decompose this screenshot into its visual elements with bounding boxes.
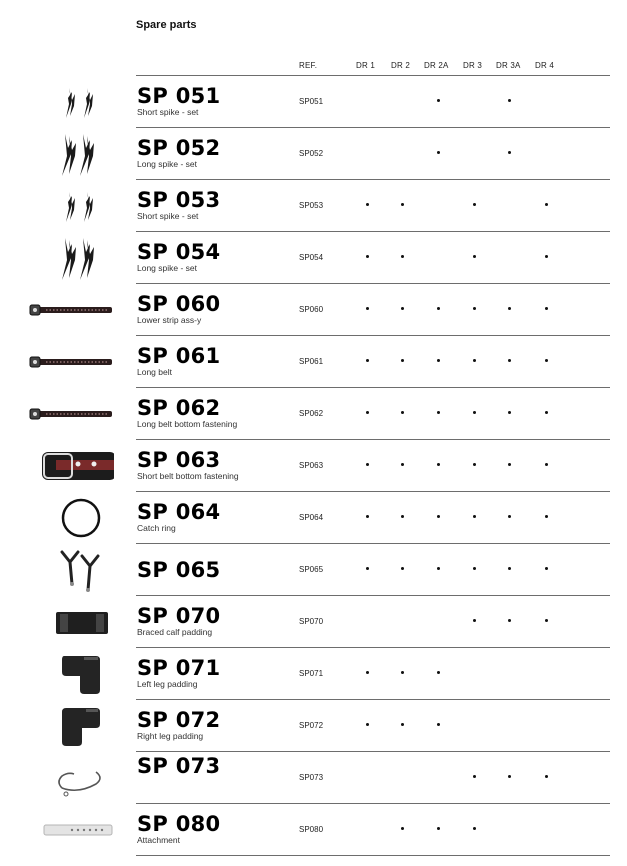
part-ref: SP063 — [299, 461, 324, 470]
part-code: SP 053 — [137, 188, 221, 212]
part-description: Short spike - set — [137, 211, 199, 221]
short-spike-set-image — [22, 182, 114, 230]
part-row — [0, 76, 627, 128]
model-header-dr3a: DR 3A — [496, 61, 521, 70]
part-row — [0, 440, 627, 492]
compat-dot-dr2 — [401, 827, 404, 830]
part-code: SP 071 — [137, 656, 221, 680]
part-description: Catch ring — [137, 523, 176, 533]
compat-dot-dr4 — [545, 255, 548, 258]
part-description: Right leg padding — [137, 731, 204, 741]
compat-dot-dr3 — [473, 203, 476, 206]
part-description: Long spike - set — [137, 159, 198, 169]
compat-dot-dr2a — [437, 567, 440, 570]
part-code: SP 052 — [137, 136, 221, 160]
part-description: Short spike - set — [137, 107, 199, 117]
part-row — [0, 752, 627, 804]
compat-dot-dr3 — [473, 567, 476, 570]
part-code: SP 070 — [137, 604, 221, 628]
attachment-plate-image — [22, 806, 114, 854]
compat-dot-dr2a — [437, 827, 440, 830]
compat-dot-dr3 — [473, 463, 476, 466]
compat-dot-dr4 — [545, 567, 548, 570]
part-row — [0, 492, 627, 544]
part-ref: SP071 — [299, 669, 324, 678]
part-ref: SP073 — [299, 773, 324, 782]
compat-dot-dr3 — [473, 255, 476, 258]
part-description: Long spike - set — [137, 263, 198, 273]
part-row — [0, 544, 627, 596]
left-pad-image — [22, 650, 114, 698]
ring-image — [22, 494, 114, 542]
strap-image — [22, 390, 114, 438]
ref-column-header: REF. — [299, 61, 318, 70]
part-code: SP 065 — [137, 558, 221, 582]
compat-dot-dr2a — [437, 723, 440, 726]
buckle-strap-image — [22, 442, 114, 490]
part-row — [0, 232, 627, 284]
compat-dot-dr3a — [508, 775, 511, 778]
compat-dot-dr1 — [366, 463, 369, 466]
compat-dot-dr2a — [437, 671, 440, 674]
compat-dot-dr4 — [545, 359, 548, 362]
compat-dot-dr2a — [437, 307, 440, 310]
compat-dot-dr2 — [401, 671, 404, 674]
model-header-dr4: DR 4 — [535, 61, 555, 70]
part-ref: SP051 — [299, 97, 324, 106]
compat-dot-dr3 — [473, 307, 476, 310]
part-ref: SP053 — [299, 201, 324, 210]
compat-dot-dr3a — [508, 515, 511, 518]
part-ref: SP052 — [299, 149, 324, 158]
compat-dot-dr3 — [473, 775, 476, 778]
part-row — [0, 128, 627, 180]
compat-dot-dr3 — [473, 515, 476, 518]
part-code: SP 072 — [137, 708, 221, 732]
compat-dot-dr2a — [437, 359, 440, 362]
part-code: SP 060 — [137, 292, 221, 316]
part-ref: SP070 — [299, 617, 324, 626]
part-description: Left leg padding — [137, 679, 198, 689]
row-divider — [136, 855, 610, 856]
compat-dot-dr1 — [366, 307, 369, 310]
compat-dot-dr4 — [545, 619, 548, 622]
compat-dot-dr2 — [401, 515, 404, 518]
long-spike-set-image — [22, 130, 114, 178]
compat-dot-dr2a — [437, 411, 440, 414]
part-ref: SP064 — [299, 513, 324, 522]
compat-dot-dr2 — [401, 203, 404, 206]
part-description: Short belt bottom fastening — [137, 471, 239, 481]
compat-dot-dr1 — [366, 723, 369, 726]
part-row — [0, 596, 627, 648]
compat-dot-dr3a — [508, 99, 511, 102]
compat-dot-dr2 — [401, 307, 404, 310]
part-row — [0, 336, 627, 388]
compat-dot-dr2a — [437, 463, 440, 466]
part-ref: SP061 — [299, 357, 324, 366]
model-header-dr1: DR 1 — [356, 61, 376, 70]
strap-image — [22, 286, 114, 334]
compat-dot-dr2 — [401, 411, 404, 414]
compat-dot-dr3a — [508, 307, 511, 310]
model-header-dr3: DR 3 — [463, 61, 483, 70]
part-ref: SP065 — [299, 565, 324, 574]
compat-dot-dr2 — [401, 567, 404, 570]
compat-dot-dr4 — [545, 411, 548, 414]
part-description: Long belt bottom fastening — [137, 419, 238, 429]
part-row — [0, 284, 627, 336]
part-ref: SP060 — [299, 305, 324, 314]
part-code: SP 061 — [137, 344, 221, 368]
compat-dot-dr3a — [508, 619, 511, 622]
compat-dot-dr3 — [473, 619, 476, 622]
part-code: SP 064 — [137, 500, 221, 524]
compat-dot-dr4 — [545, 307, 548, 310]
compat-dot-dr3a — [508, 463, 511, 466]
page-title: Spare parts — [136, 19, 197, 31]
long-spike-set-image — [22, 234, 114, 282]
compat-dot-dr3 — [473, 411, 476, 414]
part-description: Long belt — [137, 367, 172, 377]
part-row — [0, 180, 627, 232]
compat-dot-dr2 — [401, 723, 404, 726]
compat-dot-dr4 — [545, 463, 548, 466]
part-row — [0, 804, 627, 856]
part-code: SP 080 — [137, 812, 221, 836]
part-description: Lower strip ass-y — [137, 315, 202, 325]
compat-dot-dr1 — [366, 359, 369, 362]
right-pad-image — [22, 702, 114, 750]
compat-dot-dr1 — [366, 671, 369, 674]
part-code: SP 051 — [137, 84, 221, 108]
part-description: Attachment — [137, 835, 180, 845]
part-ref: SP072 — [299, 721, 324, 730]
compat-dot-dr2a — [437, 151, 440, 154]
compat-dot-dr2 — [401, 463, 404, 466]
part-code: SP 073 — [137, 754, 221, 778]
wire-clip-image — [22, 754, 114, 802]
part-row — [0, 648, 627, 700]
part-code: SP 062 — [137, 396, 221, 420]
compat-dot-dr1 — [366, 515, 369, 518]
model-header-dr2a: DR 2A — [424, 61, 449, 70]
compat-dot-dr3a — [508, 411, 511, 414]
strap-image — [22, 338, 114, 386]
compat-dot-dr1 — [366, 411, 369, 414]
compat-dot-dr4 — [545, 203, 548, 206]
part-code: SP 054 — [137, 240, 221, 264]
compat-dot-dr1 — [366, 567, 369, 570]
compat-dot-dr4 — [545, 515, 548, 518]
compat-dot-dr3 — [473, 359, 476, 362]
part-code: SP 063 — [137, 448, 221, 472]
model-header-dr2: DR 2 — [391, 61, 411, 70]
part-ref: SP054 — [299, 253, 324, 262]
part-row — [0, 700, 627, 752]
compat-dot-dr3a — [508, 359, 511, 362]
part-row — [0, 388, 627, 440]
compat-dot-dr2 — [401, 255, 404, 258]
compat-dot-dr4 — [545, 775, 548, 778]
y-clips-image — [22, 546, 114, 594]
compat-dot-dr3 — [473, 827, 476, 830]
compat-dot-dr2 — [401, 359, 404, 362]
compat-dot-dr2a — [437, 99, 440, 102]
compat-dot-dr2a — [437, 515, 440, 518]
short-spike-set-image — [22, 78, 114, 126]
compat-dot-dr3a — [508, 567, 511, 570]
compat-dot-dr1 — [366, 255, 369, 258]
part-ref: SP080 — [299, 825, 324, 834]
calf-pad-image — [22, 598, 114, 646]
part-ref: SP062 — [299, 409, 324, 418]
compat-dot-dr1 — [366, 203, 369, 206]
part-description: Braced calf padding — [137, 627, 213, 637]
compat-dot-dr3a — [508, 151, 511, 154]
